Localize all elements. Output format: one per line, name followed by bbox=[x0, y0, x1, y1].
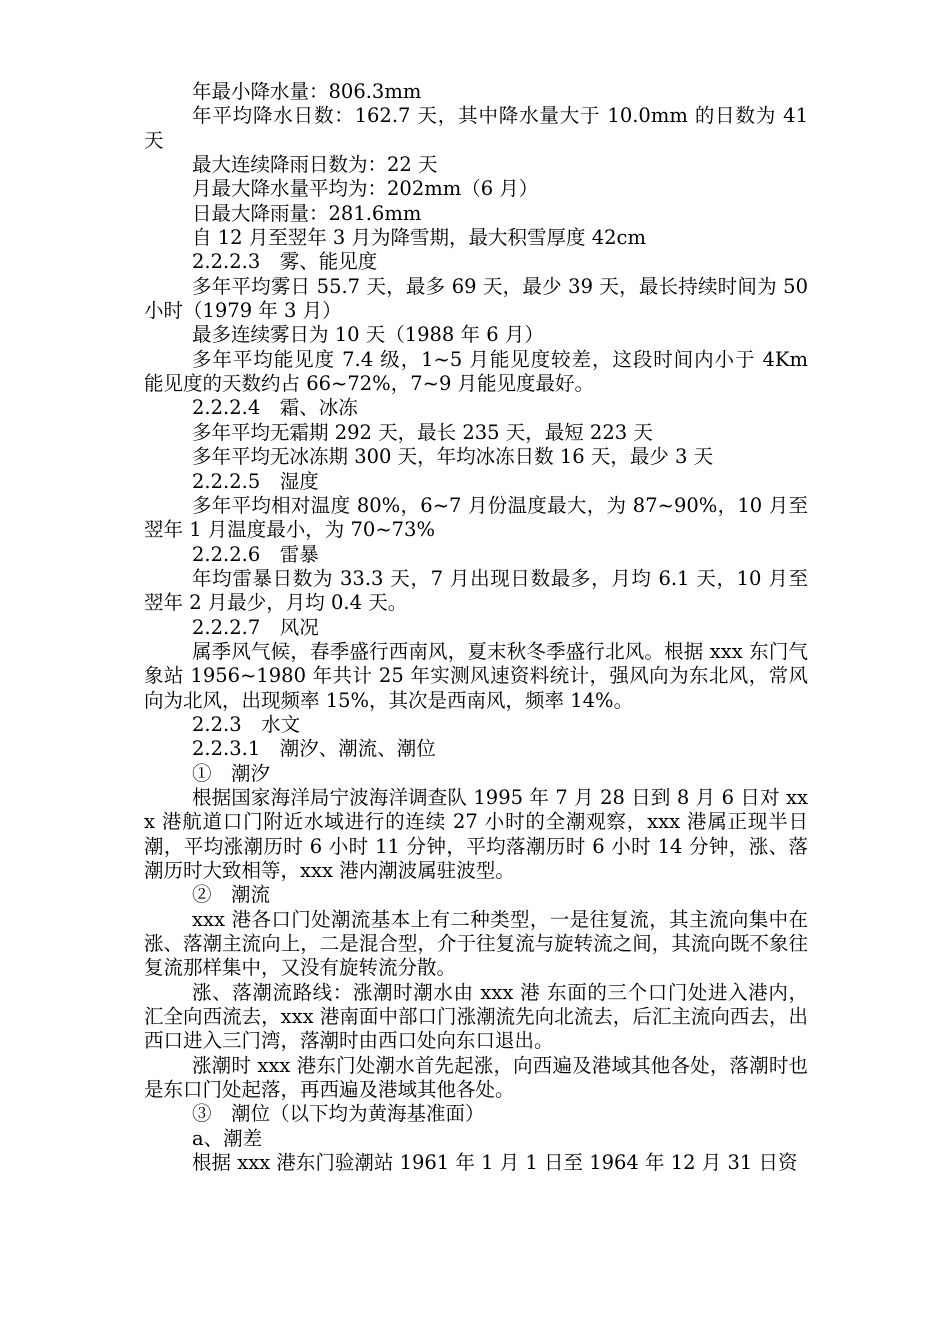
visibility: 多年平均能见度 7.4 级，1~5 月能见度较差，这段时间内小于 4Km 能见度的天数约占 66~72%，7~9 月能见度最好。 bbox=[144, 347, 808, 396]
thunderstorm-days: 年均雷暴日数为 33.3 天，7 月出现日数最多，月均 6.1 天，10 月至翌年 2 月最少，月均 0.4 天。 bbox=[144, 566, 808, 615]
frost-free-period: 多年平均无霜期 292 天，最长 235 天，最短 223 天 bbox=[192, 420, 653, 444]
tide-observation: 根据国家海洋局宁波海洋调查队 1995 年 7 月 28 日到 8 月 6 日对 xxx 港航道口门附近水域进行的连续 27 小时的全潮观察，xxx 港属正现半日潮，平均涨潮历时 6 小时 11 分钟，平均落潮历时 6 小时 14 分钟，涨、落潮历时大致相等，xxx 港内潮波属驻波型。 bbox=[144, 785, 808, 882]
wind-conditions: 属季风气候，春季盛行西南风，夏末秋冬季盛行北风。根据 xxx 东门气象站 1956~1980 年共计 25 年实测风速资料统计，强风向为东北风，常风向为北风，出现频率 15%，其次是西南风，频率 14%。 bbox=[144, 639, 808, 712]
daily-max-rainfall: 日最大降雨量：281.6mm bbox=[192, 201, 422, 225]
section-heading-frost: 2.2.2.4 霜、冰冻 bbox=[192, 396, 358, 420]
subheading-tidal-range: a、潮差 bbox=[192, 1126, 263, 1150]
max-consecutive-rain-days: 最大连续降雨日数为：22 天 bbox=[192, 153, 438, 177]
section-heading-wind: 2.2.2.7 风况 bbox=[192, 615, 319, 639]
body-text bbox=[144, 80, 808, 1175]
humidity: 多年平均相对温度 80%，6~7 月份温度最大，为 87~90%，10 月至翌年 1 月温度最小，为 70~73% bbox=[144, 493, 808, 542]
subheading-tide: ① 潮汐 bbox=[192, 761, 271, 785]
annual-precipitation-days: 年平均降水日数：162.7 天，其中降水量大于 10.0mm 的日数为 41 天 bbox=[144, 104, 808, 152]
section-heading-tides: 2.2.3.1 潮汐、潮流、潮位 bbox=[192, 737, 436, 761]
section-heading-fog: 2.2.2.3 雾、能见度 bbox=[192, 250, 378, 274]
min-annual-precipitation: 年最小降水量：806.3mm bbox=[192, 80, 422, 103]
monthly-max-precipitation: 月最大降水量平均为：202mm（6 月） bbox=[192, 177, 539, 201]
max-consecutive-fog-days: 最多连续雾日为 10 天（1988 年 6 月） bbox=[192, 323, 544, 347]
tidal-range-data: 根据 xxx 港东门验潮站 1961 年 1 月 1 日至 1964 年 12 月 31 日资 bbox=[192, 1151, 798, 1175]
tidal-current-timing: 涨潮时 xxx 港东门处潮水首先起涨，向西遍及港域其他各处，落潮时也是东口门处起落，再西遍及港域其他各处。 bbox=[144, 1053, 808, 1102]
subheading-tidal-current: ② 潮流 bbox=[192, 883, 271, 907]
section-heading-humidity: 2.2.2.5 湿度 bbox=[192, 469, 319, 493]
fog-days: 多年平均雾日 55.7 天，最多 69 天，最少 39 天，最长持续时间为 50 小时（1979 年 3 月） bbox=[144, 274, 808, 323]
section-heading-hydrology: 2.2.3 水文 bbox=[192, 712, 301, 736]
subheading-tide-level: ③ 潮位（以下均为黄海基准面） bbox=[192, 1102, 485, 1126]
snowfall-period: 自 12 月至翌年 3 月为降雪期，最大积雪厚度 42cm bbox=[192, 226, 646, 250]
tidal-current-routes: 涨、落潮流路线：涨潮时潮水由 xxx 港 东面的三个口门处进入港内，汇全向西流去，xxx 港南面中部口门涨潮流先向北流去，后汇主流向西去，出西口进入三门湾，落潮时由西口处向东口退出。 bbox=[144, 980, 808, 1053]
section-heading-thunderstorm: 2.2.2.6 雷暴 bbox=[192, 542, 319, 566]
tidal-current-types: xxx 港各口门处潮流基本上有二种类型，一是往复流，其主流向集中在涨、落潮主流向上，二是混合型，介于往复流与旋转流之间，其流向既不象往复流那样集中，又没有旋转流分散。 bbox=[144, 907, 808, 980]
freeze-free-period: 多年平均无冰冻期 300 天，年均冰冻日数 16 天，最少 3 天 bbox=[192, 445, 714, 469]
